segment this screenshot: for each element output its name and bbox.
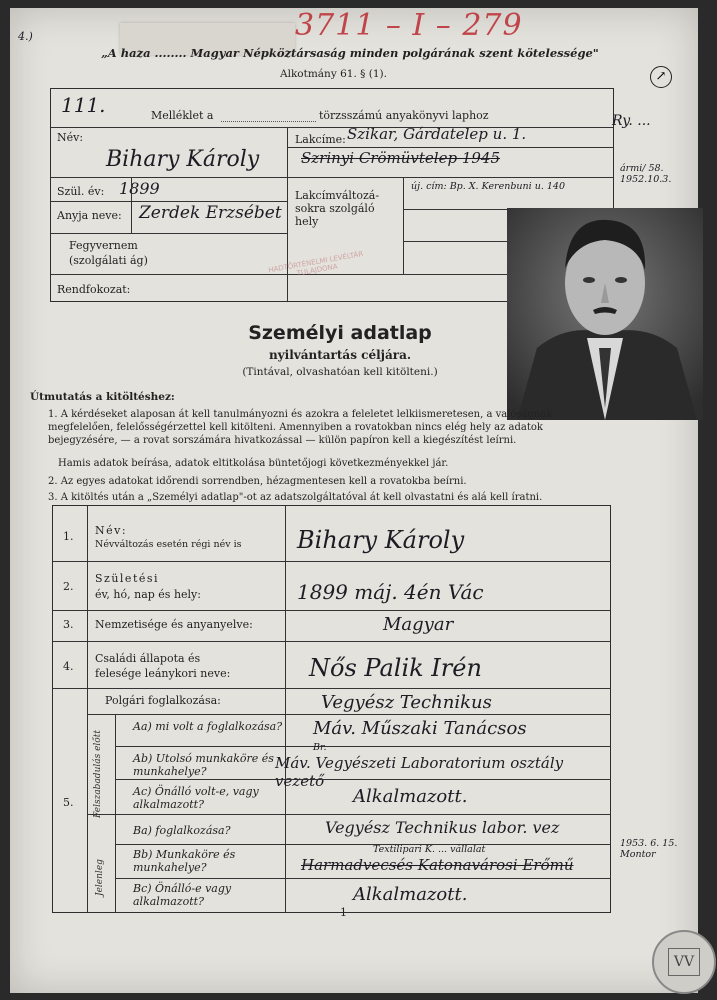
- ac-value: Alkalmazott.: [353, 786, 468, 807]
- aa-value: Máv. Műszaki Tanácsos: [313, 718, 527, 739]
- page-number: 1: [340, 906, 347, 919]
- szul-label: Szül. év:: [57, 185, 105, 198]
- row-2-value: 1899 máj. 4én Vác: [297, 580, 484, 604]
- ba-label: Ba) foglalkozása?: [133, 824, 231, 837]
- row-1-num: 1.: [63, 530, 74, 543]
- fegyvernem-label: Fegyvernem: [69, 239, 138, 252]
- archive-number: 3711 – I – 279: [295, 8, 523, 43]
- polgari-label: Polgári foglalkozása:: [105, 694, 221, 707]
- row-4-label2: felesége leánykori neve:: [95, 667, 231, 680]
- side-note-2: ármi/ 58. 1952.10.3.: [620, 163, 672, 185]
- ab-prefix: Br.: [313, 742, 327, 753]
- row-1-value: Bihary Károly: [297, 526, 465, 554]
- row-1-label2: Névváltozás esetén régi név is: [95, 539, 242, 550]
- instructions-heading: Útmutatás a kitöltéshez:: [30, 391, 175, 403]
- row-1-label: Név:: [95, 524, 128, 537]
- archive-seal: [652, 930, 716, 994]
- document-page: [10, 8, 698, 993]
- side-before-label: Felszabadulás előtt: [93, 730, 103, 818]
- lakcime-struck: Szrinyi Crömüvtelep 1945: [301, 149, 501, 167]
- instruction-1b: Hamis adatok beírása, adatok eltitkolása büntetőjogi következményekkel jár.: [58, 458, 449, 469]
- row-3-value: Magyar: [383, 614, 454, 635]
- lakcimvalt-label: Lakcímváltozá- sokra szolgáló hely: [295, 189, 380, 228]
- side-note-1: Ry. ...: [612, 113, 651, 129]
- form-note: (Tintával, olvashatóan kell kitölteni.): [242, 366, 438, 378]
- lakcimvalt-value: új. cím: Bp. X. Kerenbuni u. 140: [411, 181, 566, 192]
- bb-value-above: Textilipari K. ... vállalat: [373, 844, 486, 855]
- row-4-label: Családi állapota és: [95, 652, 201, 665]
- side-note-3: 1953. 6. 15. Montor: [620, 838, 678, 860]
- archive-stamp: HADTÖRTÉNELMI LEVÉLTÁR TULAJDONA: [267, 249, 364, 278]
- polgari-value: Vegyész Technikus: [321, 692, 492, 713]
- side-now-label: Jelenleg: [95, 859, 105, 896]
- ba-value: Vegyész Technikus labor. vez: [325, 818, 560, 837]
- portrait-image: [507, 208, 703, 420]
- ac-label: Ac) Önálló volt-e, vagy alkalmazott?: [133, 785, 259, 811]
- rendfokozat-label: Rendfokozat:: [57, 283, 131, 296]
- row-2-num: 2.: [63, 580, 74, 593]
- bb-label: Bb) Munkaköre és munkahelye?: [133, 848, 236, 874]
- bb-value-struck: Harmadvecsés Katonavárosi Erőmű: [301, 856, 574, 874]
- seal-logo: VV: [668, 948, 700, 976]
- row-4-num: 4.: [63, 660, 74, 673]
- lakcime-label: Lakcíme:: [295, 133, 346, 146]
- motto: „A haza ........ Magyar Népköztársaság minden polgárának szent kötelessége": [101, 46, 599, 60]
- row-2-label2: év, hó, nap és hely:: [95, 588, 201, 601]
- instruction-1: 1. A kérdéseket alaposan át kell tanulmányozni és azokra a feleletet lelkiismeretesen, a valóságnak megfelelően, felelősségérzettel kell kitölteni. Amennyiben a rovatokban nincs elég hely az adatok bejegyzésére, — a rovat sorszámára hivatkozással — külön papíron kell a kiegészítést leírni.: [48, 409, 553, 446]
- portrait-photo: [507, 208, 703, 420]
- anyja-value: Zerdek Erzsébet: [139, 203, 282, 223]
- ab-value: Máv. Vegyészeti Laboratorium osztály vezető: [275, 754, 564, 790]
- szul-value: 1899: [119, 179, 160, 198]
- fegyvernem-sub: (szolgálati ág): [69, 254, 148, 267]
- row-5-num: 5.: [63, 796, 74, 809]
- bc-value: Alkalmazott.: [353, 884, 468, 905]
- ab-label: Ab) Utolsó munkaköre és munkahelye?: [133, 752, 274, 778]
- bc-label: Bc) Önálló-e vagy alkalmazott?: [133, 882, 232, 908]
- melleklet-label: Melléklet a: [151, 109, 214, 122]
- nev-label: Név:: [57, 131, 84, 144]
- row-4-value: Nős Palik Irén: [309, 654, 482, 682]
- constitution-ref: Alkotmány 61. § (1).: [280, 68, 387, 80]
- anyja-label: Anyja neve:: [57, 209, 122, 222]
- row-2-label: Születési: [95, 572, 160, 585]
- row-3-label: Nemzetisége és anyanyelve:: [95, 618, 253, 631]
- aa-label: Aa) mi volt a foglalkozása?: [133, 720, 283, 733]
- form-number: 111.: [61, 93, 106, 117]
- instruction-3: 3. A kitöltés után a „Személyi adatlap"-ot az adatszolgáltatóval át kell olvastatni és alá kell íratni.: [48, 492, 543, 503]
- form-title: Személyi adatlap: [248, 322, 432, 344]
- nev-value: Bihary Károly: [106, 147, 260, 172]
- lakcime-value: Szikar, Gárdatelep u. 1.: [347, 125, 527, 143]
- instruction-2: 2. Az egyes adatokat időrendi sorrendben, hézagmentesen kell a rovatokba beírni.: [48, 476, 467, 487]
- corner-mark: 4.): [18, 30, 33, 43]
- arrow-circle-icon: ↗: [650, 66, 672, 88]
- torzsszamu-label: törzsszámú anyakönyvi laphoz: [319, 109, 489, 122]
- form-subtitle: nyilvántartás céljára.: [268, 348, 412, 362]
- main-table: [52, 505, 611, 913]
- row-3-num: 3.: [63, 618, 74, 631]
